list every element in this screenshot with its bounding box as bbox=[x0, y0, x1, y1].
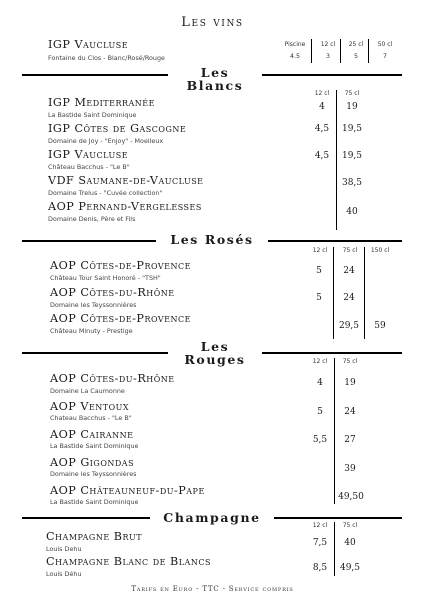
price: 29,5 bbox=[338, 321, 360, 331]
price: 5 bbox=[316, 266, 322, 276]
wine-producer: Domaine de Joy - "Enjoy" - Moelleux bbox=[48, 137, 164, 145]
wine-name: AOP Ventoux bbox=[50, 400, 130, 413]
wine-producer: La Bastide Saint Dominique bbox=[50, 498, 139, 506]
volume-header: 75 cl bbox=[342, 522, 358, 529]
section-title: Rouges bbox=[184, 352, 246, 367]
price: 8,5 bbox=[312, 563, 328, 573]
price: 49,50 bbox=[338, 492, 364, 502]
volume-header: 75 cl bbox=[342, 247, 358, 254]
wine-name: IGP Côtes de Gascogne bbox=[48, 122, 187, 135]
wine-name: AOP Pernand-Vergelesses bbox=[48, 200, 202, 213]
column-divider bbox=[364, 247, 365, 339]
price: 19,5 bbox=[341, 151, 363, 161]
price: 40 bbox=[346, 207, 358, 217]
price: 49,5 bbox=[339, 563, 361, 573]
wine-name: AOP Gigondas bbox=[50, 456, 135, 469]
volume-header: 12 cl bbox=[312, 358, 328, 365]
wine-name: IGP Mediterranée bbox=[48, 96, 155, 109]
section-title: Les Rosés bbox=[170, 232, 254, 247]
price: 39 bbox=[344, 464, 356, 474]
volume-header: 12 cl bbox=[312, 522, 328, 529]
price: 5 bbox=[353, 53, 358, 60]
price: 3 bbox=[325, 53, 330, 60]
volume-header: 25 cl bbox=[348, 41, 364, 48]
wine-producer: La Bastide Saint Dominique bbox=[50, 442, 139, 450]
wine-name: VDF Saumane-de-Vaucluse bbox=[48, 174, 204, 187]
price: 19 bbox=[346, 102, 358, 112]
wine-name: AOP Côtes-de-Provence bbox=[50, 312, 191, 325]
price: 4 bbox=[319, 102, 325, 112]
wine-name: Champagne Brut bbox=[46, 530, 143, 543]
wine-producer: Château Minuty - Prestige bbox=[50, 327, 133, 335]
volume-header: 12 cl bbox=[312, 247, 328, 254]
price: 5 bbox=[316, 293, 322, 303]
price: 24 bbox=[343, 293, 355, 303]
price: 59 bbox=[374, 321, 386, 331]
volume-header: Piscine bbox=[284, 41, 306, 48]
column-divider bbox=[333, 247, 334, 339]
price: 5,5 bbox=[312, 435, 328, 445]
section-rule bbox=[262, 74, 402, 76]
wine-name: IGP Vaucluse bbox=[48, 148, 129, 161]
price: 4.5 bbox=[289, 53, 300, 60]
column-divider bbox=[334, 522, 335, 576]
wine-producer: Château Bacchus - "Le B" bbox=[48, 163, 130, 171]
column-divider bbox=[368, 39, 369, 63]
wine-name: IGP Vaucluse bbox=[48, 38, 129, 51]
price: 5 bbox=[317, 407, 323, 417]
volume-header: 75 cl bbox=[342, 358, 358, 365]
column-divider bbox=[336, 90, 337, 230]
section-rule bbox=[274, 517, 402, 519]
price: 40 bbox=[344, 538, 356, 548]
wine-producer: Chateau Bacchus - "Le B" bbox=[50, 414, 132, 422]
wine-name: AOP Châteauneuf-du-Pape bbox=[50, 484, 205, 497]
section-rule bbox=[22, 352, 168, 354]
wine-producer: Domaine les Teyssonnières bbox=[50, 470, 137, 478]
section-rule bbox=[22, 517, 150, 519]
footer-note: Tarifs en Euro - TTC - Service compris bbox=[131, 585, 294, 593]
volume-header: 12 cl bbox=[320, 41, 336, 48]
price: 4,5 bbox=[314, 124, 330, 134]
volume-header: 150 cl bbox=[370, 247, 390, 254]
price: 24 bbox=[344, 407, 356, 417]
section-title: Les bbox=[200, 339, 230, 354]
wine-producer: Château Tour Saint Honoré - "TSH" bbox=[50, 274, 161, 282]
wine-name: AOP Côtes-du-Rhône bbox=[50, 372, 175, 385]
wine-producer: Domaine Denis, Père et Fils bbox=[48, 215, 136, 223]
price: 38,5 bbox=[341, 178, 363, 188]
price: 4 bbox=[317, 378, 323, 388]
wine-name: AOP Côtes-de-Provence bbox=[50, 259, 191, 272]
section-rule bbox=[262, 352, 402, 354]
section-title: Champagne bbox=[163, 510, 261, 525]
volume-header: 50 cl bbox=[377, 41, 393, 48]
section-rule bbox=[22, 74, 168, 76]
price: 7,5 bbox=[312, 538, 328, 548]
wine-producer: Fontaine du Clos - Blanc/Rosé/Rouge bbox=[48, 54, 165, 62]
section-rule bbox=[268, 240, 402, 242]
wine-name: Champagne Blanc de Blancs bbox=[46, 555, 211, 568]
column-divider bbox=[340, 39, 341, 63]
section-title: Les bbox=[200, 65, 230, 80]
wine-name: AOP Cairanne bbox=[50, 428, 134, 441]
price: 7 bbox=[382, 53, 387, 60]
price: 27 bbox=[344, 435, 356, 445]
wine-producer: Louis Dehu bbox=[46, 545, 82, 553]
price: 4,5 bbox=[314, 151, 330, 161]
wine-producer: La Bastide Saint Dominique bbox=[48, 111, 137, 119]
price: 19 bbox=[344, 378, 356, 388]
section-rule bbox=[22, 240, 156, 242]
page-title: Les vins bbox=[181, 15, 244, 30]
section-title: Blancs bbox=[186, 78, 244, 93]
wine-producer: Domaine Trelus - "Cuvée collection" bbox=[48, 189, 163, 197]
wine-producer: Domaine les Teyssonnières bbox=[50, 301, 137, 309]
column-divider bbox=[311, 39, 312, 63]
column-divider bbox=[334, 358, 335, 504]
volume-header: 12 cl bbox=[314, 90, 330, 97]
wine-name: AOP Côtes-du-Rhône bbox=[50, 286, 175, 299]
price: 19,5 bbox=[341, 124, 363, 134]
wine-producer: Louis Déhu bbox=[46, 570, 82, 578]
volume-header: 75 cl bbox=[344, 90, 360, 97]
price: 24 bbox=[343, 266, 355, 276]
wine-producer: Domaine La Caumonne bbox=[50, 387, 125, 395]
